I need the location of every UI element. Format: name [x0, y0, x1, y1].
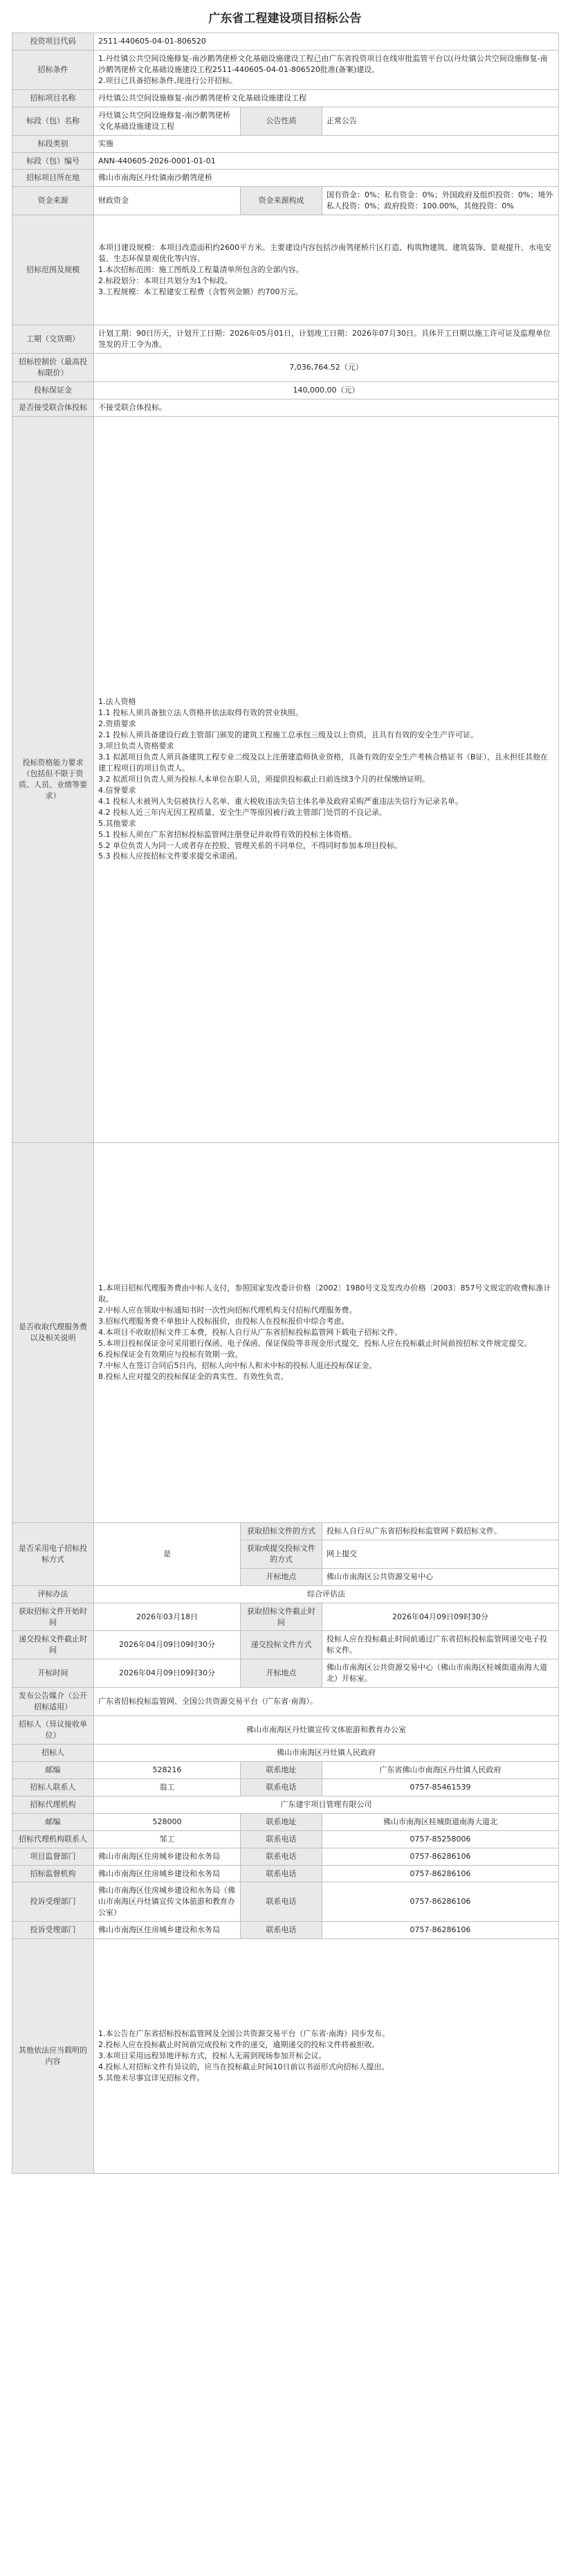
value: 0757-85461539: [322, 1778, 559, 1796]
label: 招标条件: [12, 50, 94, 89]
label: 是否接受联合体投标: [12, 399, 94, 416]
label: 招标监督机构: [12, 1865, 94, 1882]
value: 国有资金：0%；私有资金：0%；外国政府及组织投资：0%；境外私人投资：0%；政府投资：100.00%，其他投资：0%: [322, 187, 559, 215]
value: 是: [94, 1522, 241, 1585]
row-auth3: [12, 1882, 559, 1922]
page-title: 广东省工程建设项目招标公告: [208, 12, 362, 26]
row-section: [12, 107, 559, 135]
label: 获取招标文件的方式: [241, 1522, 322, 1540]
row-ctrl: [12, 354, 559, 382]
row-union: [12, 399, 559, 416]
value: 计划工期：90日历天，计划开工日期：2026年05月01日，计划竣工日期：2026年07月30日。具体开工日期以施工许可证及监理单位签发的开工令为准。: [94, 325, 559, 354]
row-other: [12, 1939, 559, 2174]
row-deposit: [12, 382, 559, 399]
value: 丹灶镇公共空间设施修复-南沙鹅鸰佬桥文化基础设施建设工程: [94, 89, 559, 107]
label: 获取招标文件截止时间: [241, 1603, 322, 1631]
label: 标段（包）编号: [12, 152, 94, 170]
row-eval: [12, 1585, 559, 1603]
label: 投诉受理部门: [12, 1922, 94, 1939]
label: 招标范围及规模: [12, 215, 94, 325]
row-section-class: [12, 135, 559, 152]
row-qual: [12, 416, 559, 1142]
label: 开标地点: [241, 1568, 322, 1585]
label: 开标时间: [12, 1659, 94, 1688]
label: 招标代理机构联系人: [12, 1830, 94, 1848]
value: 佛山市南海区住房城乡建设和水务局（佛山市南海区丹灶镇宣传文体旅游和教育办公室）: [94, 1882, 241, 1922]
value: 1.本项目招标代理服务费由中标人支付，参照国家发改委计价格〔2002〕1980号文及发改办价格〔2003〕857号文规定的收费标准计取。 2.中标人应在领取中标通知书时一次性向招标代理机构支付招标代理服务费。 3.招标代理服务费不单独计入投标报价，由投标人在投标报价中综合考虑。 4.本项目不收取招标文件工本费，投标人自行从广东省招标投标监管网下载电子招标文件。 5.本项目投标保证金可采用银行保函、电子保函、保证保险等非现金形式提交，投标人应在投标截止时间前按招标文件规定提交。 6.投标保证金有效期应与投标有效期一致。 7.中标人在签订合同后5日内，招标人向中标人和未中标的投标人退还投标保证金。 8.投标人应对提交的投标保证金的真实性、有效性负责。: [94, 1142, 559, 1522]
label: 获取招标文件开始时间: [12, 1603, 94, 1631]
value: 1.本公告在广东省招标投标监管网及全国公共资源交易平台（广东省·南海）同步发布。 2.投标人应在投标截止时间前完成投标文件的递交，逾期递交的投标文件将被拒收。 3.本项目采用远程异地评标方式，投标人无需到现场参加开标会议。 4.投标人对招标文件有异议的，应当在投标截止时间10日前以书面形式向招标人提出。 5.其他未尽事宜详见招标文件。: [94, 1939, 559, 2174]
value: 1.丹灶镇公共空间设施修复-南沙鹅鸰佬桥文化基础设施建设工程已由广东省投资项目在线审批监管平台以(丹灶镇公共空间设施修复-南沙鹅鸰佬桥文化基础设施建设工程2511-440605-04-01-806520批准(备案)建设。 2.项目已具备招标条件,现进行公开招标。: [94, 50, 559, 89]
value: 佛山市南海区丹灶镇南沙鹅鸰佬桥: [94, 170, 559, 187]
label: 递交投标文件方式: [241, 1631, 322, 1659]
label: 联系电话: [241, 1830, 322, 1848]
value: 0757-86286106: [322, 1865, 559, 1882]
label: 招标项目名称: [12, 89, 94, 107]
value: 佛山市南海区丹灶镇宣传文体旅游和教育办公室: [94, 1716, 559, 1745]
value: 佛山市南海区公共资源交易中心（佛山市南海区桂城街道南海大道北）开标室。: [322, 1659, 559, 1688]
value: 0757-86286106: [322, 1848, 559, 1865]
label: 投资项目代码: [12, 33, 94, 51]
label: 公告性质: [241, 107, 322, 135]
row-addr1: [12, 1761, 559, 1778]
label: 联系地址: [241, 1761, 322, 1778]
value: 2026年04月09日09时30分: [322, 1603, 559, 1631]
label: 邮编: [12, 1813, 94, 1830]
row-auth4: [12, 1922, 559, 1939]
value: ANN-440605-2026-0001-01-01: [94, 152, 559, 170]
label: 标段（包）名称: [12, 107, 94, 135]
value: 0757-86286106: [322, 1922, 559, 1939]
label: 招标人（异议接收单位）: [12, 1716, 94, 1745]
value: 佛山市南海区桂城街道南海大道北: [322, 1813, 559, 1830]
value: 丹灶镇公共空间设施修复-南沙鹅鸰佬桥文化基础设施建设工程: [94, 107, 241, 135]
row-time1: [12, 1603, 559, 1631]
row-bid-code: [12, 152, 559, 170]
row-fee: [12, 1142, 559, 1522]
value: 不接受联合体投标。: [94, 399, 559, 416]
value: 1.法人资格 1.1 投标人须具备独立法人资格并依法取得有效的营业执照。 2.资质要求 2.1 投标人须具备建设行政主管部门颁发的建筑工程施工总承包三级及以上资质，且具有有效的安全生产许可证。 3.项目负责人资格要求 3.1 拟派项目负责人须具备建筑工程专业二级及以上注册建造师执业资格，具备有效的安全生产考核合格证书（B证），且未担任其他在建工程项目的项目负责人。 3.2 拟派项目负责人须为投标人本单位在职人员，须提供投标截止日前连续3个月的社保缴纳证明。 4.信誉要求 4.1 投标人未被列入失信被执行人名单、重大税收违法失信主体名单及政府采购严重违法失信行为记录名单。 4.2 投标人近三年内无因工程质量、安全生产等原因被行政主管部门处罚的不良记录。 5.其他要求 5.1 投标人须在广东省招标投标监管网注册登记并取得有效的投标主体资格。 5.2 单位负责人为同一人或者存在控股、管理关系的不同单位，不得同时参加本项目投标。 5.3 投标人应按招标文件要求提交承诺函。: [94, 416, 559, 1142]
value: 2026年03月18日: [94, 1603, 241, 1631]
value: 实施: [94, 135, 559, 152]
row-supervisor: [12, 1716, 559, 1745]
row-code: [12, 33, 559, 51]
label: 标段类别: [12, 135, 94, 152]
value: 财政资金: [94, 187, 241, 215]
label: 资金来源: [12, 187, 94, 215]
label: 投诉受理部门: [12, 1882, 94, 1922]
label: 工期（交货期）: [12, 325, 94, 354]
value: 投标人应在投标截止时间前通过广东省招标投标监管网递交电子投标文件。: [322, 1631, 559, 1659]
label: 联系电话: [241, 1848, 322, 1865]
label: 招标人联系人: [12, 1778, 94, 1796]
label: 邮编: [12, 1761, 94, 1778]
value: 广东建宇项目管理有限公司: [94, 1796, 559, 1813]
value: 佛山市南海区住房城乡建设和水务局: [94, 1922, 241, 1939]
value: 邹工: [94, 1830, 241, 1848]
value: 翁工: [94, 1778, 241, 1796]
value: 528000: [94, 1813, 241, 1830]
row-conditions: [12, 50, 559, 89]
row-location: [12, 170, 559, 187]
notice-page: [12, 0, 558, 2181]
row-name: [12, 89, 559, 107]
value: 2511-440605-04-01-806520: [94, 33, 559, 51]
value: 综合评估法: [94, 1585, 559, 1603]
label: 递交投标文件截止时间: [12, 1631, 94, 1659]
row-time2: [12, 1631, 559, 1659]
label: 招标项目所在地: [12, 170, 94, 187]
label: 开标地点: [241, 1659, 322, 1688]
row-media: [12, 1688, 559, 1716]
label: 联系地址: [241, 1813, 322, 1830]
value: 0757-85258006: [322, 1830, 559, 1848]
value: 正常公告: [322, 107, 559, 135]
label: 招标代理机构: [12, 1796, 94, 1813]
label: 招标控制价（最高投标限价）: [12, 354, 94, 382]
label: 招标人: [12, 1744, 94, 1761]
row-fund: [12, 187, 559, 215]
value: 7,036,764.52（元）: [94, 354, 559, 382]
value: 广东省招标投标监管网、全国公共资源交易平台（广东省·南海）。: [94, 1688, 559, 1716]
value: 佛山市南海区公共资源交易中心: [322, 1568, 559, 1585]
row-contact1: [12, 1778, 559, 1796]
row-period: [12, 325, 559, 354]
label: 项目监督部门: [12, 1848, 94, 1865]
label: 联系电话: [241, 1922, 322, 1939]
value: 投标人自行从广东省招标投标监管网下载招标文件。: [322, 1522, 559, 1540]
label: 联系电话: [241, 1865, 322, 1882]
value: 佛山市南海区住房城乡建设和水务局: [94, 1848, 241, 1865]
row-auth2: [12, 1865, 559, 1882]
value: 2026年04月09日09时30分: [94, 1631, 241, 1659]
value: 网上提交: [322, 1540, 559, 1568]
row-addr2: [12, 1813, 559, 1830]
value: 140,000.00（元）: [94, 382, 559, 399]
label: 联系电话: [241, 1882, 322, 1922]
label: 获取或提交投标文件的方式: [241, 1540, 322, 1568]
row-elec: [12, 1522, 559, 1540]
value: 佛山市南海区丹灶镇人民政府: [94, 1744, 559, 1761]
row-tenderer: [12, 1744, 559, 1761]
value: 0757-86286106: [322, 1882, 559, 1922]
label: 发布公告媒介（公开招标适用）: [12, 1688, 94, 1716]
value: 528216: [94, 1761, 241, 1778]
value: 广东省佛山市南海区丹灶镇人民政府: [322, 1761, 559, 1778]
label: 投标保证金: [12, 382, 94, 399]
label: 联系电话: [241, 1778, 322, 1796]
row-auth1: [12, 1848, 559, 1865]
label: 其他依法应当载明的内容: [12, 1939, 94, 2174]
label: 评标办法: [12, 1585, 94, 1603]
value: 佛山市南海区住房城乡建设和水务局: [94, 1865, 241, 1882]
label: 资金来源构成: [241, 187, 322, 215]
label: 投标资格能力要求（包括但不限于资质、人员、业绩等要求）: [12, 416, 94, 1142]
row-time3: [12, 1659, 559, 1688]
notice-table: [12, 33, 559, 2174]
value: 本项目建设规模：本项目改造面积约2600平方米。主要建设内容包括沙南鸰佬桥片区打造、构筑物建筑、建筑装饰、景观提升、水电安装、生态环保景观优化等内容。 1.本次招标范围：施工图纸及工程量清单所包含的全部内容。 2.标段划分：本项目共划分为1个标段。 3.工程规模：本工程建安工程费（含暂列金额）约700万元。: [94, 215, 559, 325]
label: 是否收取代理服务费以及相关说明: [12, 1142, 94, 1522]
value: 2026年04月09日09时30分: [94, 1659, 241, 1688]
row-agent: [12, 1796, 559, 1813]
row-scope: [12, 215, 559, 325]
label: 是否采用电子招标投标方式: [12, 1522, 94, 1585]
row-contact2: [12, 1830, 559, 1848]
